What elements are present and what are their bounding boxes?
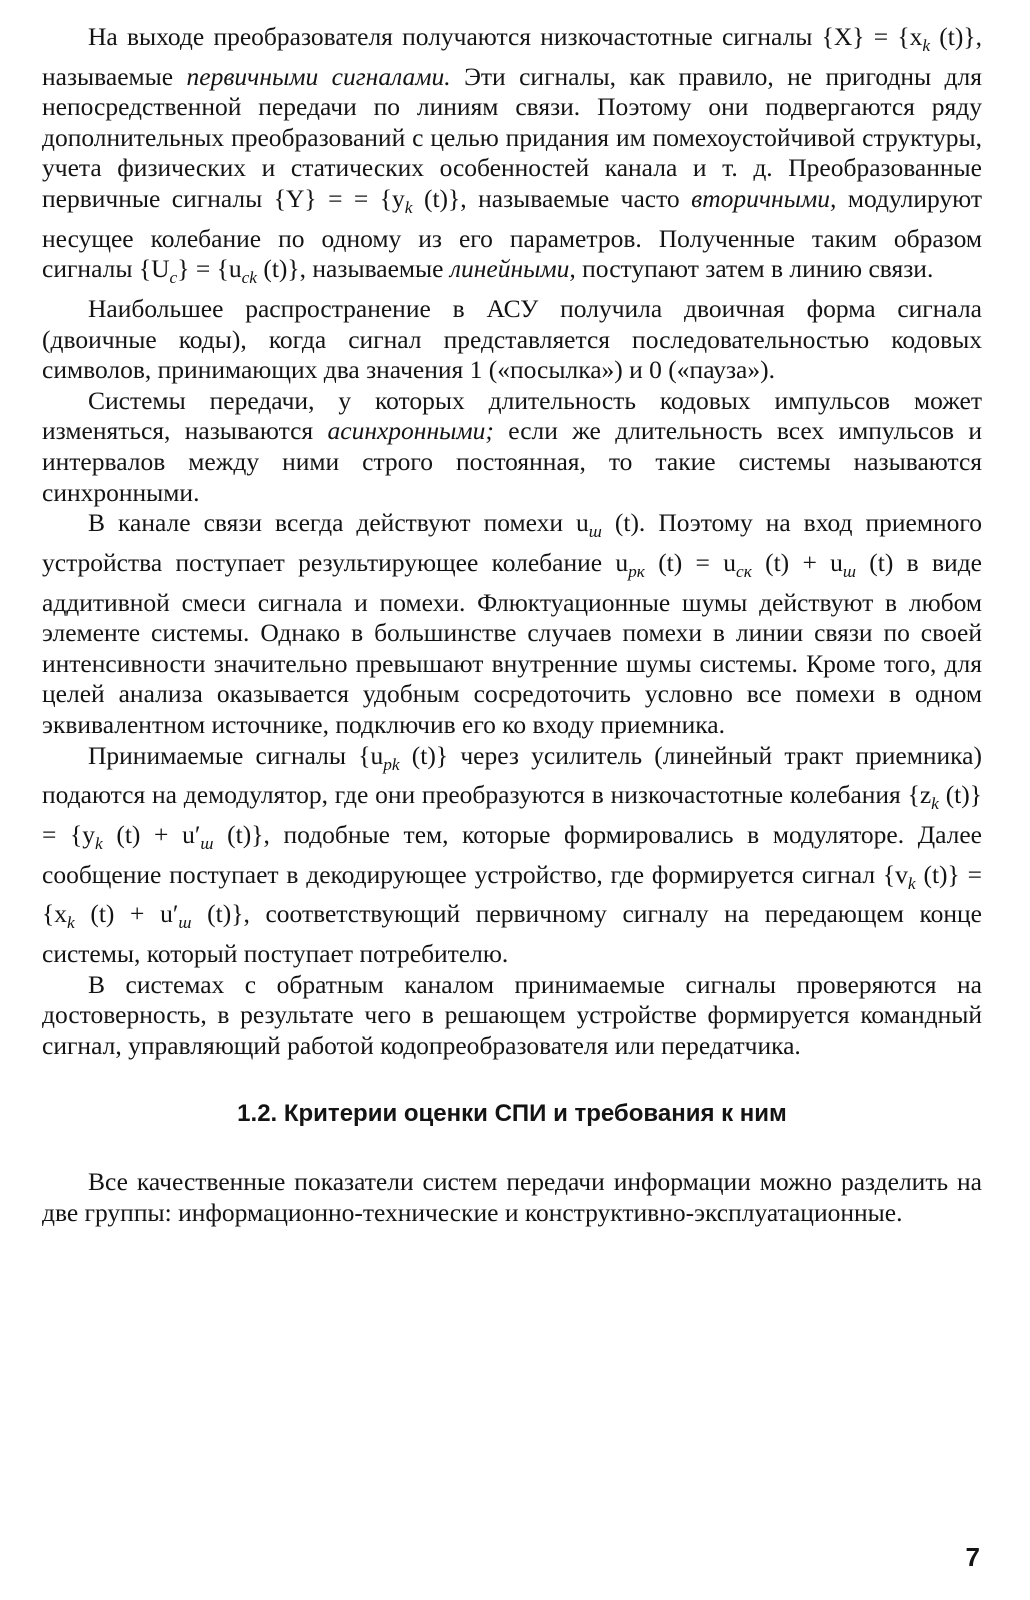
text-run: Наибольшее распространение в АСУ получила двоичная форма сигнала (двоичные коды), когда сигнал представляется последовательностью кодовых символов, принимающих два значения 1 («посылка») и 0 («пауза»). — [42, 294, 982, 385]
subscript: k — [404, 198, 413, 218]
text-run: На выходе преобразователя получаются низкочастотные сигналы {X} = {x — [88, 22, 923, 51]
text-run: В канале связи всегда действуют помехи u — [88, 508, 589, 538]
text-run: модулируют несущее колебание по одному из его параметров. Полученные таким образом сигналы {U — [42, 184, 982, 284]
text-run: (t) в виде аддитивной смеси сигнала и помехи. Флюктуационные шумы действуют в любом элементе системы. Однако в большинстве случаев помехи в линии связи по своей интенсивности значительно превышают внутренние шумы системы. Кроме того, для целей анализа оказывается удобным сосредоточить условно все помехи в одном эквивалентном источнике, подключив его ко входу приемника. — [42, 547, 982, 739]
text-run: (t)} через усилитель (линейный тракт приемника) подаются на демодулятор, где они преобразуются в низкочастотные колебания {z — [42, 740, 982, 810]
text-run: (t)} = {y — [42, 780, 983, 849]
text-run: Эти сигналы, как правило, не пригодны для непосредственной передачи по линиям связи. Поэтому они подвергаются ряду дополнительных преобразований с целью придания им помехоустойчивой структуры, учета физических и статических особенностей канала и т. д. Преобразованные первичные сигналы {Y} = = {y — [42, 61, 982, 214]
paragraph — [42, 741, 982, 970]
subscript: ck — [241, 268, 257, 288]
text-run: (t). Поэтому на вход приемного устройства поступает результирующее колебание u — [42, 508, 982, 577]
subscript: c — [169, 268, 178, 288]
text-run: В системах с обратным каналом принимаемые сигналы проверяются на достоверность, в результате чего в решающем устройстве формируется командный сигнал, управляющий работой кодопреобразователя или передатчика. — [42, 969, 982, 1060]
italic-term: линейными, — [449, 254, 576, 284]
subscript: k — [922, 36, 931, 56]
subscript: k — [95, 834, 103, 853]
subscript: ш — [588, 522, 602, 542]
text-run: (t)}, называемые — [256, 254, 450, 284]
body-text-upper — [42, 22, 982, 1061]
subscript: pk — [383, 754, 400, 774]
text-run: } = {u — [177, 254, 242, 284]
text-run: Системы передачи, у которых длительность кодовых импульсов может изменяться, называются — [42, 385, 982, 446]
text-run: (t)}, называемые — [42, 22, 982, 91]
subscript: ск — [736, 561, 752, 581]
subscript: ш — [200, 834, 214, 853]
text-run: (t) + u′ — [102, 819, 201, 849]
text-run: (t)}, соответствующий первичному сигналу на передающем конце системы, который поступает потребителю. — [42, 899, 983, 968]
text-run: поступают затем в линию связи. — [575, 254, 934, 284]
paragraph — [42, 1167, 982, 1228]
italic-term: вторичными, — [691, 184, 837, 214]
paragraph — [42, 22, 982, 294]
page-number: 7 — [965, 1542, 980, 1572]
subscript: k — [907, 873, 916, 893]
text-run: (t)} = {x — [42, 859, 982, 929]
section-heading: 1.2. Критерии оценки СПИ и требования к ним — [237, 1100, 787, 1128]
paragraph — [42, 970, 982, 1062]
text-run: (t)}, подобные тем, которые формировались в модуляторе. Далее сообщение поступает в декодирующее устройство, где формируется сигнал {v — [42, 819, 982, 889]
subscript: k — [931, 794, 939, 814]
paragraph — [42, 386, 982, 508]
paragraph — [42, 294, 982, 386]
text-run: Все качественные показатели систем передачи информации можно разделить на две группы: информационно-технические и конструктивно-эксплуатационные. — [42, 1167, 982, 1227]
paragraph — [42, 508, 982, 740]
page-content — [42, 22, 982, 1229]
text-run: если же длительность всех импульсов и интервалов между ними строго постоянная, то такие системы называются синхронными. — [42, 416, 982, 507]
body-text-lower — [42, 1167, 982, 1228]
subscript: k — [67, 913, 75, 933]
text-run: (t) + u — [751, 547, 843, 577]
subscript: ш — [842, 561, 856, 581]
text-run: Принимаемые сигналы {u — [88, 740, 384, 770]
italic-term: первичными сигналами. — [186, 61, 451, 91]
text-run: (t)}, называемые часто — [412, 184, 692, 214]
subscript: ш — [178, 913, 192, 933]
text-run: (t) + u′ — [74, 899, 179, 929]
subscript: рк — [628, 561, 645, 581]
italic-term: асинхронными; — [327, 416, 494, 446]
text-run: (t) = u — [644, 547, 736, 577]
